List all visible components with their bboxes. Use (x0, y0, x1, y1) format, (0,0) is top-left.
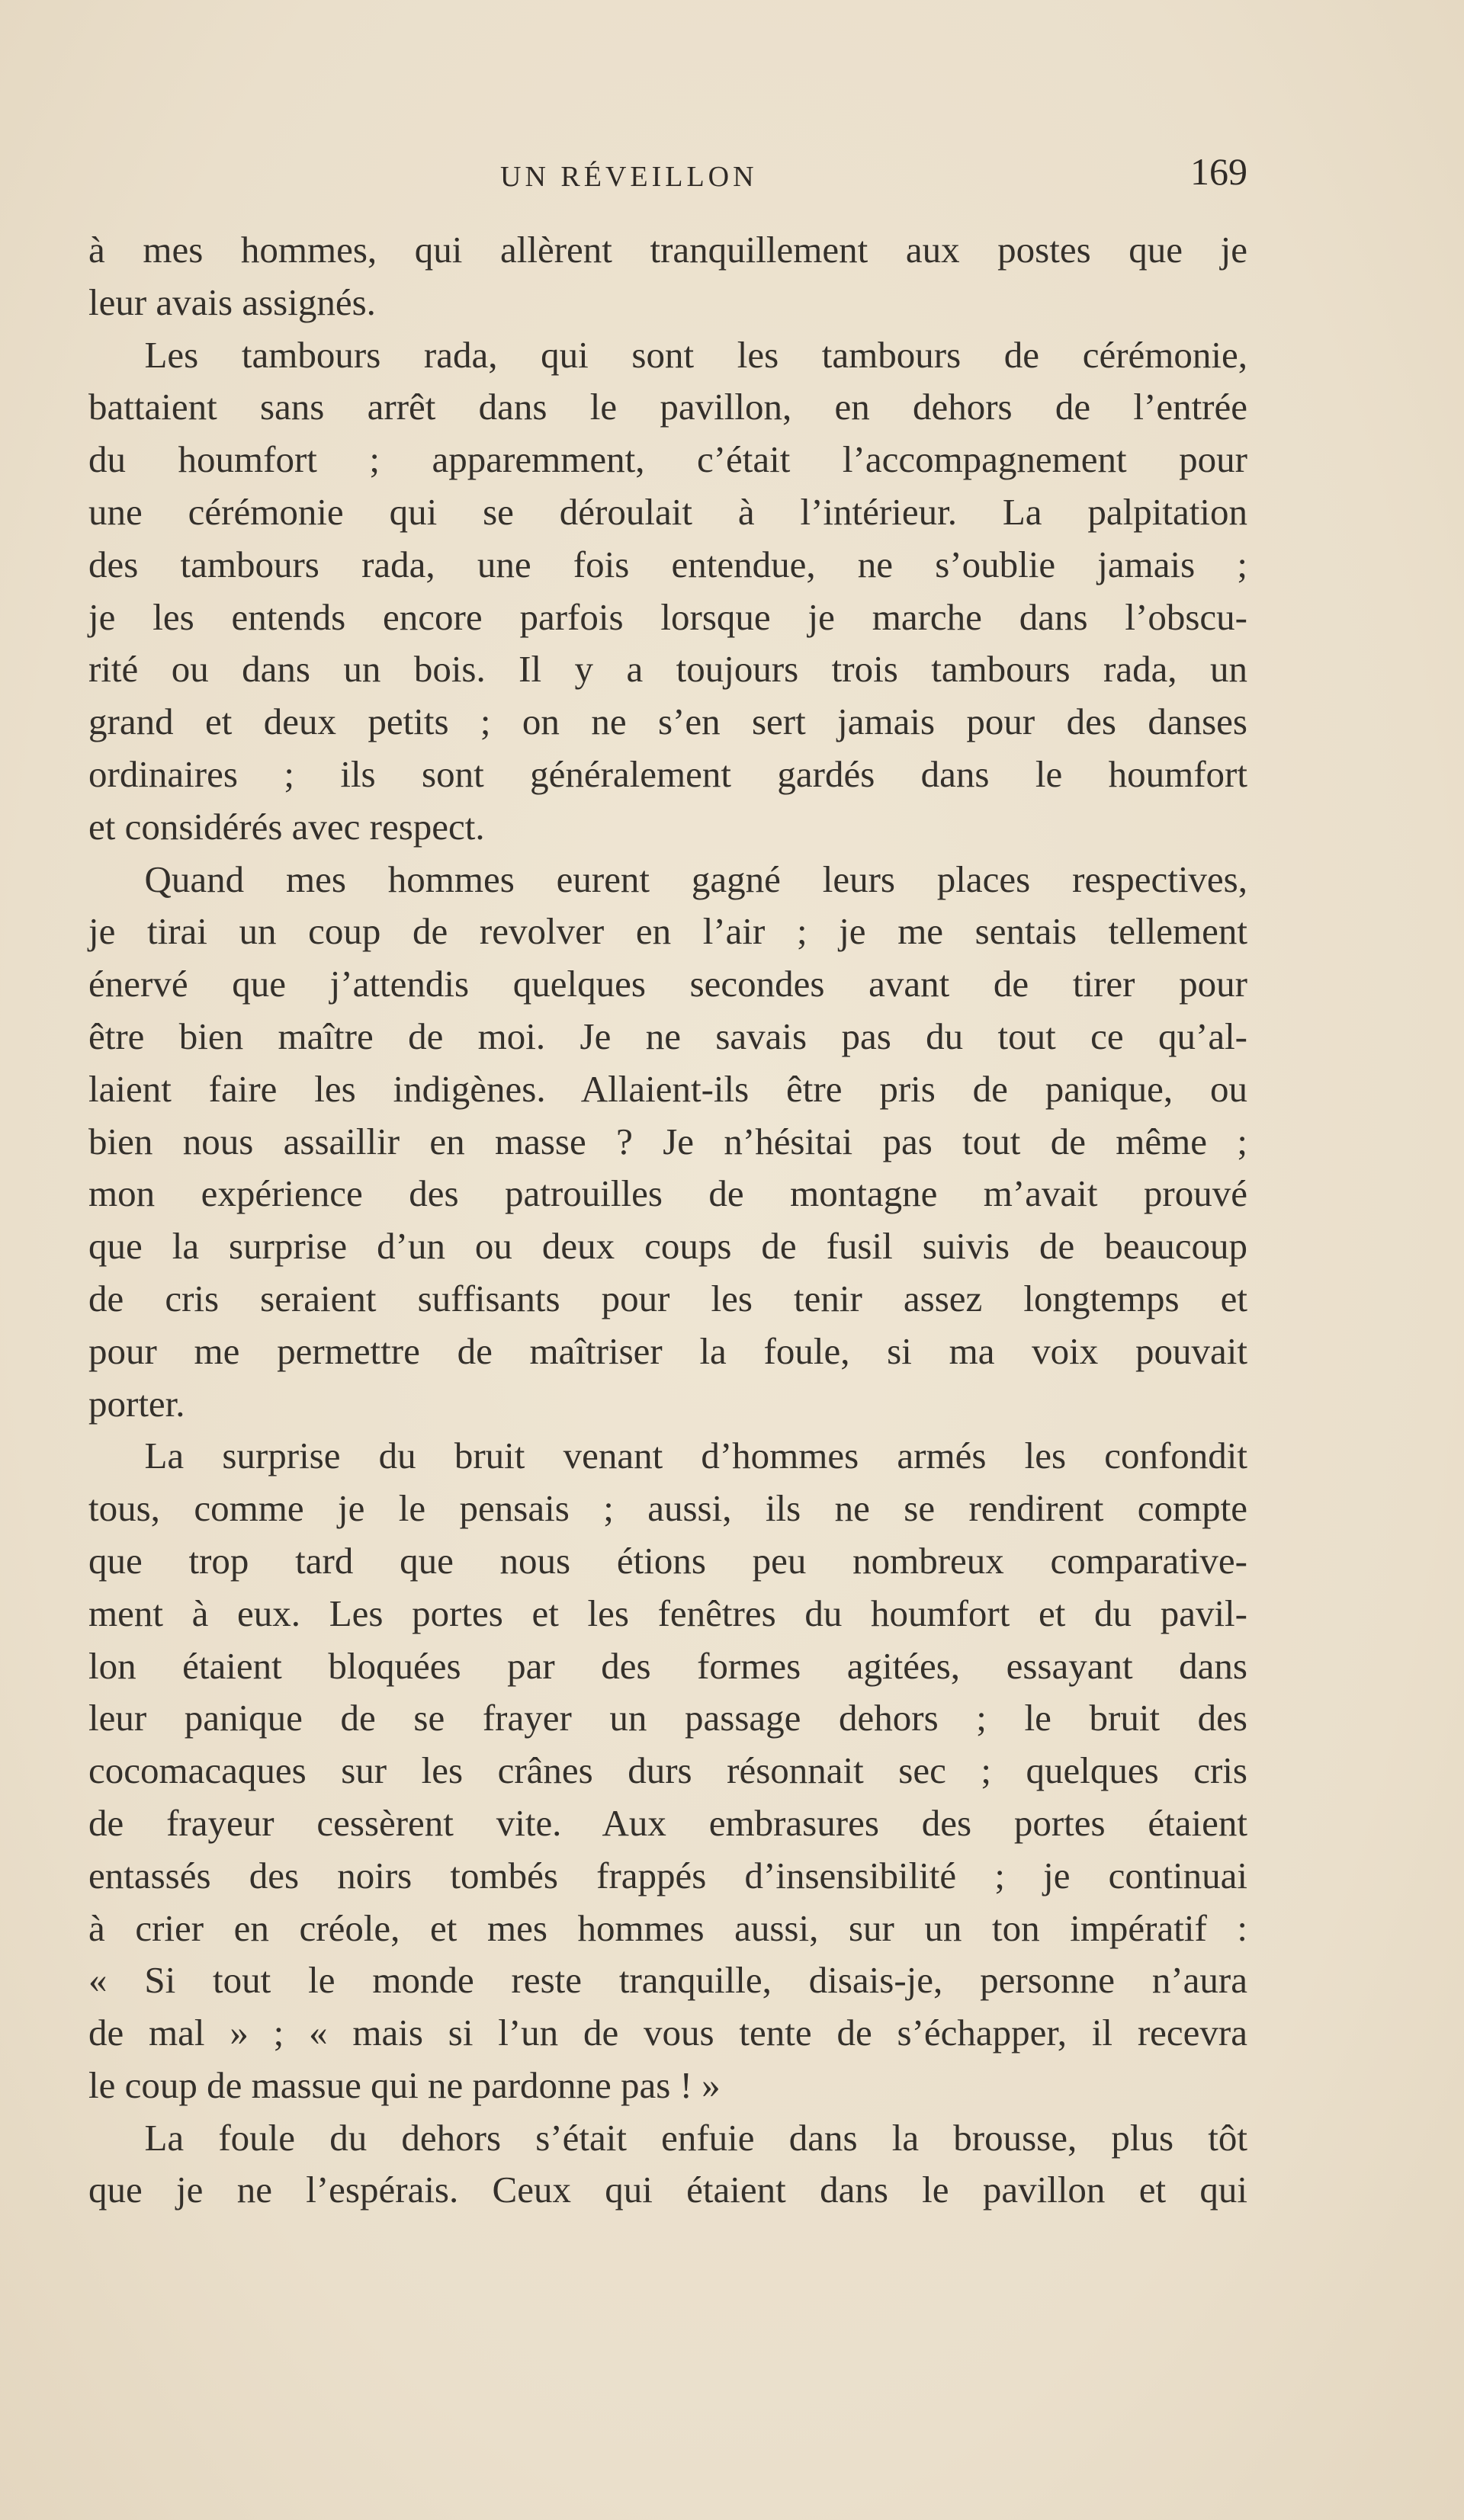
text-line: je les entends encore parfois lorsque je marche dans l’obscu- (88, 595, 1247, 638)
text-line: porter. (88, 1382, 185, 1425)
text-line: rité ou dans un bois. Il y a toujours trois tambours rada, un (88, 648, 1247, 691)
text-line: Les tambours rada, qui sont les tambours de cérémonie, (144, 333, 1247, 376)
text-line: des tambours rada, une fois entendue, ne s’oublie jamais ; (88, 543, 1247, 585)
text-line: entassés des noirs tombés frappés d’insensibilité ; je continuai (88, 1854, 1247, 1896)
text-line: et considérés avec respect. (88, 805, 485, 848)
text-line: leur avais assignés. (88, 281, 376, 323)
text-line: je tirai un coup de revolver en l’air ; je me sentais tellement (88, 910, 1247, 953)
text-line: « Si tout le monde reste tranquille, disais-je, personne n’aura (88, 1959, 1247, 2002)
text-line: bien nous assaillir en masse ? Je n’hésitai pas tout de même ; (88, 1120, 1247, 1162)
text-line: tous, comme je le pensais ; aussi, ils ne se rendirent compte (88, 1487, 1247, 1530)
text-line: battaient sans arrêt dans le pavillon, en dehors de l’entrée (88, 386, 1247, 428)
text-line: ordinaires ; ils sont généralement gardés dans le houmfort (88, 752, 1247, 795)
text-line: leur panique de se frayer un passage dehors ; le bruit des (88, 1697, 1247, 1739)
running-head: UN RÉVEILLON (500, 161, 758, 193)
text-line: de mal » ; « mais si l’un de vous tente de s’échapper, il recevra (88, 2012, 1247, 2054)
text-line: le coup de massue qui ne pardonne pas ! » (88, 2063, 721, 2106)
text-line: à mes hommes, qui allèrent tranquillement aux postes que je (88, 229, 1247, 271)
text-line: de frayeur cessèrent vite. Aux embrasures des portes étaient (88, 1801, 1247, 1844)
text-line: lon étaient bloquées par des formes agitées, essayant dans (88, 1644, 1247, 1687)
text-line: La surprise du bruit venant d’hommes armés les confondit (144, 1435, 1247, 1477)
text-line: une cérémonie qui se déroulait à l’intérieur. La palpitation (88, 490, 1247, 533)
text-line: du houmfort ; apparemment, c’était l’accompagnement pour (88, 438, 1247, 481)
text-line: que je ne l’espérais. Ceux qui étaient dans le pavillon et qui (88, 2169, 1247, 2211)
text-line: à crier en créole, et mes hommes aussi, sur un ton impératif : (88, 1906, 1247, 1949)
text-line: que la surprise d’un ou deux coups de fusil suivis de beaucoup (88, 1225, 1247, 1268)
text-line: mon expérience des patrouilles de montagne m’avait prouvé (88, 1172, 1247, 1215)
page-number: 169 (1190, 150, 1247, 193)
text-line: La foule du dehors s’était enfuie dans la brousse, plus tôt (144, 2116, 1247, 2159)
text-line: cocomacaques sur les crânes durs résonnait sec ; quelques cris (88, 1749, 1247, 1792)
text-line: énervé que j’attendis quelques secondes avant de tirer pour (88, 963, 1247, 1005)
text-line: pour me permettre de maîtriser la foule, si ma voix pouvait (88, 1329, 1247, 1372)
text-line: grand et deux petits ; on ne s’en sert jamais pour des danses (88, 701, 1247, 743)
text-line: de cris seraient suffisants pour les tenir assez longtemps et (88, 1277, 1247, 1319)
text-line: laient faire les indigènes. Allaient-ils être pris de panique, ou (88, 1067, 1247, 1110)
text-line: Quand mes hommes eurent gagné leurs places respectives, (144, 858, 1247, 900)
text-line: que trop tard que nous étions peu nombreux comparative- (88, 1539, 1247, 1582)
page-header (88, 149, 1247, 203)
body-text (88, 224, 1247, 2217)
text-line: être bien maître de moi. Je ne savais pas du tout ce qu’al- (88, 1015, 1247, 1057)
text-line: ment à eux. Les portes et les fenêtres du houmfort et du pavil- (88, 1592, 1247, 1634)
